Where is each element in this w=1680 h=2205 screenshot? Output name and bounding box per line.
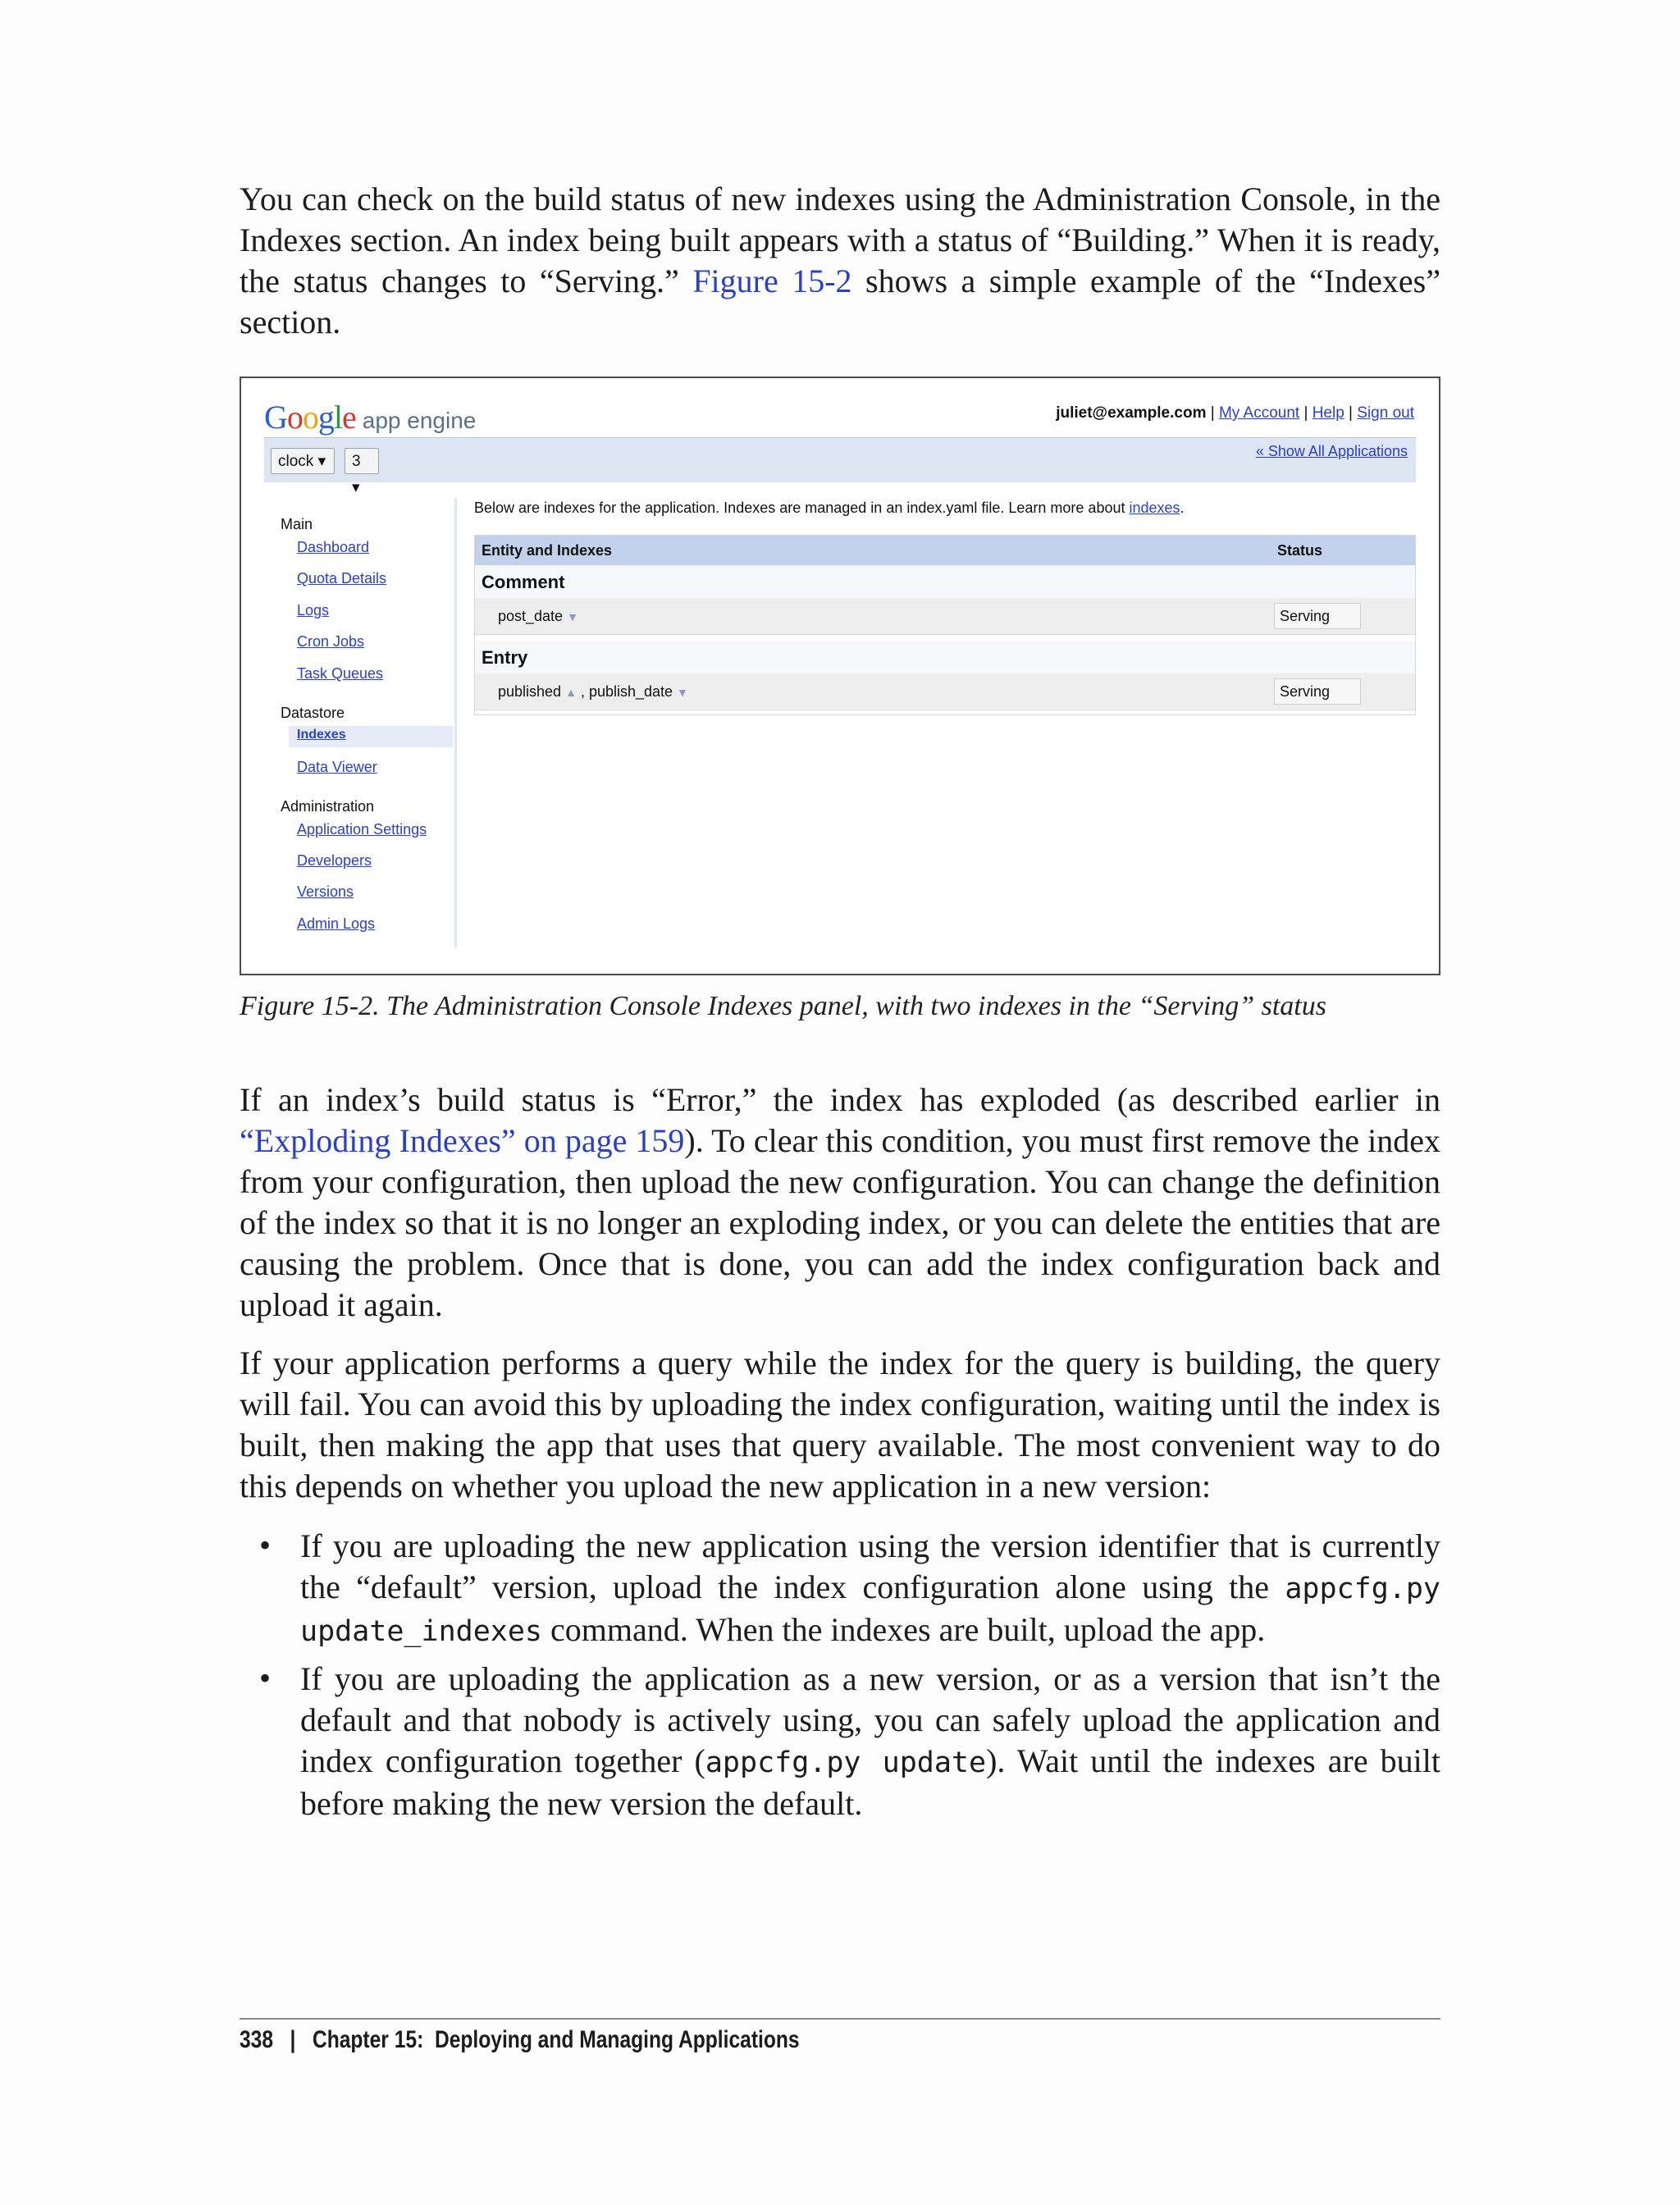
page-footer: 338 | Chapter 15: Deploying and Managing Applications: [240, 2026, 800, 2053]
status-badge: Serving: [1274, 678, 1361, 705]
admin-console-screenshot: [240, 377, 1440, 975]
sidebar-item-quota-details[interactable]: Quota Details: [297, 570, 387, 587]
table-header: [475, 536, 1415, 565]
index-properties: published ▲ , publish_date ▼: [498, 683, 688, 700]
sidebar-item-developers[interactable]: Developers: [297, 852, 372, 869]
footer-divider: [240, 2018, 1440, 2020]
index-row: [475, 673, 1415, 710]
intro-text-end: shows a simple example of the “Indexes” section.: [240, 262, 1440, 340]
google-app-engine-logo: Google app engine: [264, 399, 477, 436]
sidebar-item-data-viewer[interactable]: Data Viewer: [297, 759, 377, 775]
sidebar-item-versions[interactable]: Versions: [297, 883, 354, 900]
show-all-applications-link[interactable]: « Show All Applications: [1255, 443, 1408, 459]
entity-group: Entry: [475, 641, 1415, 674]
code-snippet: appcfg.py update_indexes: [300, 1573, 1440, 1648]
sort-desc-icon: ▼: [677, 686, 688, 699]
app-selector-bar: [264, 437, 1416, 496]
sidebar-item-dashboard[interactable]: Dashboard: [297, 539, 370, 555]
sidebar-item-logs[interactable]: Logs: [297, 602, 330, 619]
code-snippet: appcfg.py update: [705, 1746, 987, 1779]
sort-asc-icon: ▲: [565, 686, 577, 699]
sign-out-link[interactable]: Sign out: [1357, 404, 1414, 422]
bullet-icon: •: [259, 1659, 272, 1696]
bullet-item: If you are uploading the application as a new version, or as a version that isn’t the default and that nobody is actively using, you can safely upload the application and index configuration together (appcfg.py update). Wait until the indexes are built before making the new version the default.: [300, 1660, 1440, 1822]
account-links: juliet@example.com | My Account | Help | Sign out: [1056, 404, 1414, 422]
col-entity-header: Entity and Indexes: [482, 542, 613, 559]
sidebar-nav: [264, 498, 457, 947]
figure-caption: Figure 15-2. The Administration Console Indexes panel, with two indexes in the “Serving” status: [240, 991, 1326, 1021]
entity-group: Comment: [475, 565, 1415, 599]
help-link[interactable]: Help: [1312, 404, 1344, 422]
sidebar-item-cron-jobs[interactable]: Cron Jobs: [297, 633, 365, 650]
indexes-link[interactable]: indexes: [1129, 500, 1180, 516]
sidebar-heading-administration: Administration: [281, 798, 375, 815]
exploding-indexes-link[interactable]: “Exploding Indexes” on page 159: [240, 1122, 685, 1159]
sidebar-item-application-settings[interactable]: Application Settings: [297, 821, 427, 838]
index-properties: post_date ▼: [498, 608, 578, 624]
intro-paragraph: [240, 179, 1440, 343]
app-select[interactable]: clock ▾: [271, 448, 335, 474]
user-email: juliet@example.com: [1056, 404, 1207, 422]
bullet-item: If you are uploading the new application using the version identifier that is currently the “default” version, upload the index configuration alone using the appcfg.py update_indexes command. When the indexes are built, upload the app.: [300, 1527, 1440, 1648]
sort-desc-icon: ▼: [567, 610, 578, 623]
query-paragraph: If your application performs a query while the index for the query is building, the query will fail. You can avoid this by uploading the index configuration, waiting until the index is built, then making the app that uses that query available. The most convenient way to do this depends on whether you upload the new application in a new version:: [240, 1344, 1440, 1504]
indexes-table: [474, 535, 1416, 715]
sidebar-heading-datastore: Datastore: [281, 705, 345, 721]
index-row: [475, 598, 1415, 635]
intro-text: You can check on the build status of new indexes using the Administration Console, in the Indexes section. An index being built appears with a status of “Building.” When it is ready, the status changes to “Serving.”: [240, 180, 1440, 299]
sidebar-item-admin-logs[interactable]: Admin Logs: [297, 915, 376, 932]
error-paragraph: If an index’s build status is “Error,” the index has exploded (as described earlier in “Exploding Indexes” on page 159). To clear this condition, you must first remove the index from your configuration, then upload the new configuration. You can change the definition of the index so that it is no longer an exploding index, or you can delete the entities that are causing the problem. Once that is done, you can add the index configuration back and upload it again.: [240, 1081, 1440, 1323]
version-select[interactable]: 3 ▾: [345, 448, 379, 474]
status-badge: Serving: [1274, 603, 1361, 629]
figure-link[interactable]: Figure 15-2: [692, 262, 852, 299]
col-status-header: Status: [1277, 542, 1323, 559]
my-account-link[interactable]: My Account: [1218, 404, 1300, 422]
sidebar-item-task-queues[interactable]: Task Queues: [297, 665, 384, 682]
sidebar-heading-main: Main: [281, 516, 313, 532]
indexes-intro: Below are indexes for the application. Indexes are managed in an index.yaml file. Learn more about indexes.: [474, 500, 1185, 516]
sidebar-item-indexes[interactable]: Indexes: [289, 726, 453, 747]
bullet-icon: •: [259, 1527, 272, 1564]
